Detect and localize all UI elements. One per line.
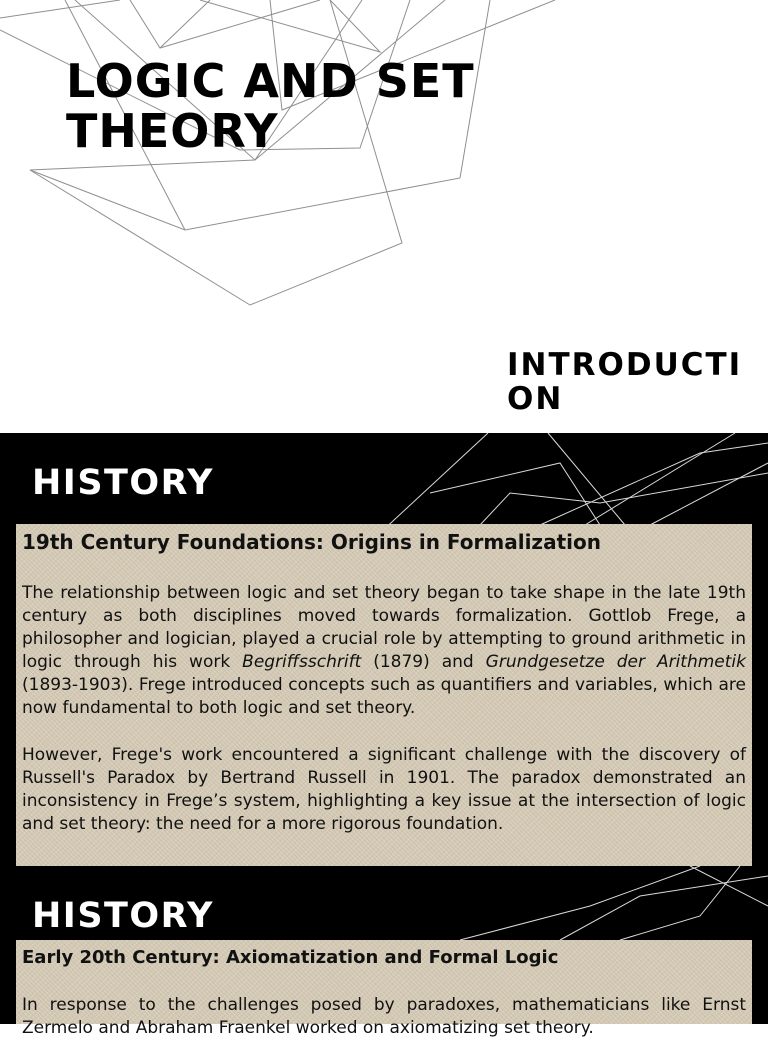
section-title: Early 20th Century: Axiomatization and Formal Logic bbox=[22, 947, 559, 968]
slide-heading: HISTORY bbox=[32, 463, 215, 503]
presentation-title: LOGIC AND SET THEORY bbox=[66, 54, 475, 158]
section-title: 19th Century Foundations: Origins in Formalization bbox=[22, 530, 601, 554]
history-slide-1 bbox=[0, 433, 768, 870]
history-slide-2 bbox=[0, 866, 768, 1038]
body-paragraph: The relationship between logic and set theory began to take shape in the late 19th century as both disciplines moved towards formalization. Gottlob Frege, a philosopher and logician, played a crucial role by attempting to ground arithmetic in logic through his work Begriffsschrift (1879) and Grundgesetze der Arithmetik (1893-1903). Frege introduced concepts such as quantifiers and variables, which are now fundamental to both logic and set theory. bbox=[22, 583, 746, 718]
content-panel bbox=[16, 524, 752, 870]
title-slide bbox=[0, 0, 768, 433]
slide-subtitle: INTRODUCTION bbox=[507, 347, 743, 417]
work-title-grundgesetze: Grundgesetze der Arithmetik bbox=[485, 652, 746, 672]
body-paragraph: In response to the challenges posed by paradoxes, mathematicians like Ernst Zermelo and Abraham Fraenkel worked on axiomatizing set theory. bbox=[22, 995, 746, 1038]
body-paragraph: However, Frege's work encountered a significant challenge with the discovery of Russell's Paradox by Bertrand Russell in 1901. The paradox demonstrated an inconsistency in Frege’s system, highlighting a key issue at the intersection of logic and set theory: the need for a more rigorous foundation. bbox=[22, 745, 746, 834]
content-panel bbox=[16, 940, 752, 1038]
slide-heading: HISTORY bbox=[32, 896, 215, 936]
work-title-begriffsschrift: Begriffsschrift bbox=[242, 652, 362, 672]
